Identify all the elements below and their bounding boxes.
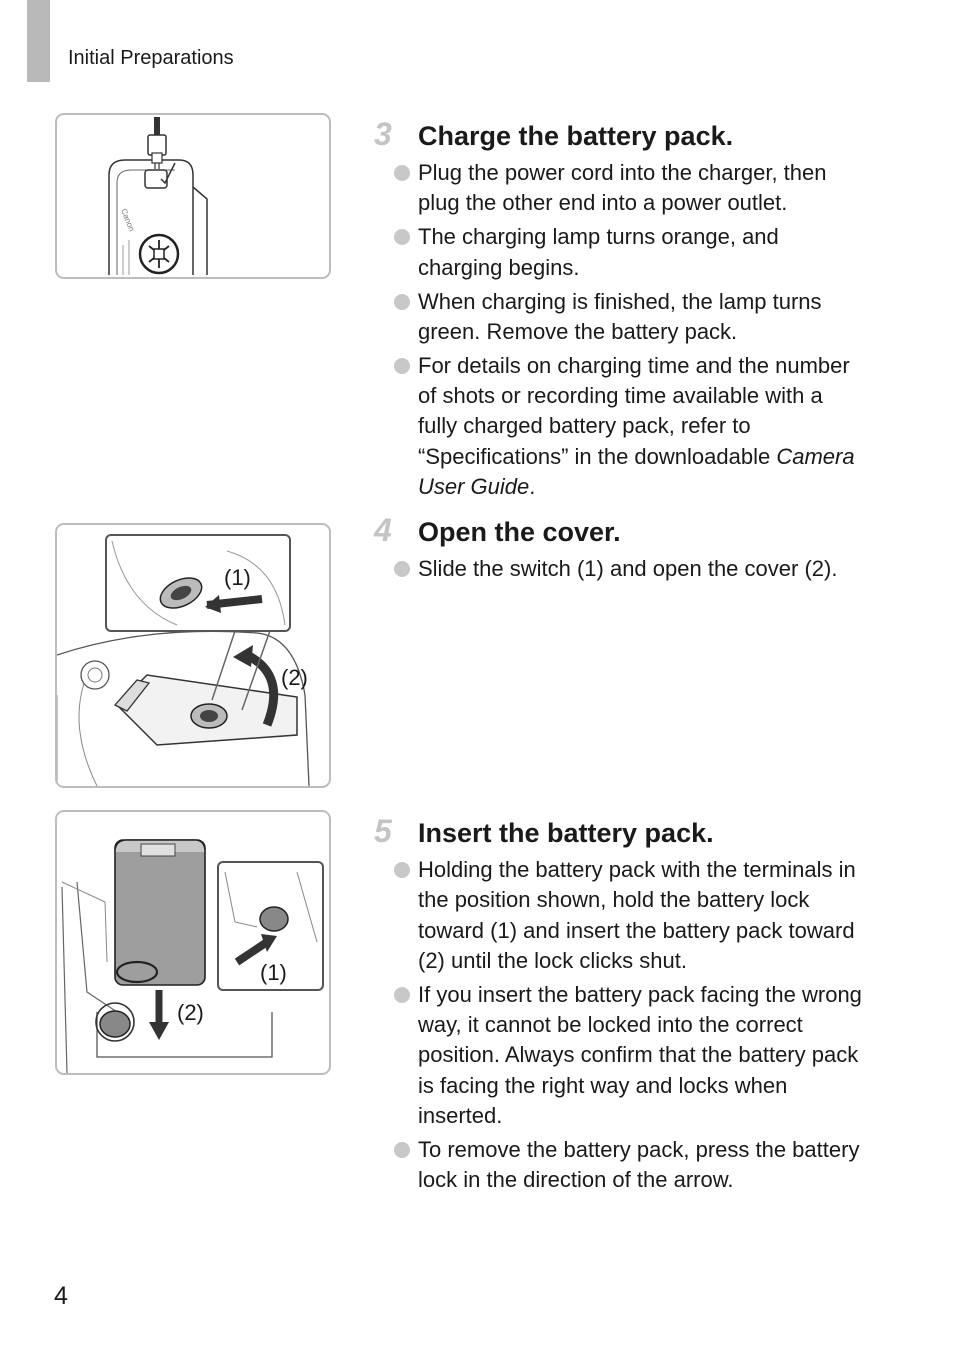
bullet-icon [394,987,410,1003]
step-bullets [394,158,864,506]
bullet-icon [394,862,410,878]
step-number: 3 [374,116,392,152]
open-cover-illustration [55,523,331,788]
bullet-icon [394,358,410,374]
step-bullets [394,855,864,1199]
bullet-item: To remove the battery pack, press the battery lock in the direction of the arrow. [394,1135,864,1196]
bullet-icon [394,561,410,577]
bullet-icon [394,229,410,245]
guide-title: Camera User Guide [418,443,855,500]
page-number: 4 [54,1282,68,1310]
bullet-item: The charging lamp turns orange, and charging begins. [394,222,864,283]
bullet-icon [394,1142,410,1158]
step-number: 4 [374,512,392,548]
bullet-icon [394,165,410,181]
bullet-item: Slide the switch (1) and open the cover (2). [394,554,864,584]
section-label: Initial Preparations [68,47,234,69]
section-tab [27,0,50,82]
cover-drawing [57,525,329,786]
callout-2: (2) [281,665,308,690]
battery-drawing [57,812,329,1073]
callout-2: (2) [177,1000,204,1025]
insert-battery-illustration [55,810,331,1075]
bullet-icon [394,294,410,310]
step-number: 5 [374,813,392,849]
callout-1: (1) [260,960,287,985]
bullet-item: For details on charging time and the number of shots or recording time available with a fully charged battery pack, refer to “Specifications” in the downloadable Camera User Guide. [394,351,864,502]
charger-brand-text: Canon [119,207,137,233]
step-title: Charge the battery pack. [418,121,734,151]
bullet-item: If you insert the battery pack facing the wrong way, it cannot be locked into the correct position. Always confirm that the battery pack is facing the right way and locks when inserted. [394,980,864,1131]
step-bullets [394,554,864,588]
charger-drawing [57,115,329,277]
bullet-item: Holding the battery pack with the terminals in the position shown, hold the battery lock toward (1) and insert the battery pack toward (2) until the lock clicks shut. [394,855,864,976]
step-title: Open the cover. [418,517,621,547]
step-title: Insert the battery pack. [418,818,714,848]
bullet-item: Plug the power cord into the charger, then plug the other end into a power outlet. [394,158,864,219]
callout-1: (1) [224,565,251,590]
bullet-item: When charging is finished, the lamp turns green. Remove the battery pack. [394,287,864,348]
charger-illustration [55,113,331,279]
